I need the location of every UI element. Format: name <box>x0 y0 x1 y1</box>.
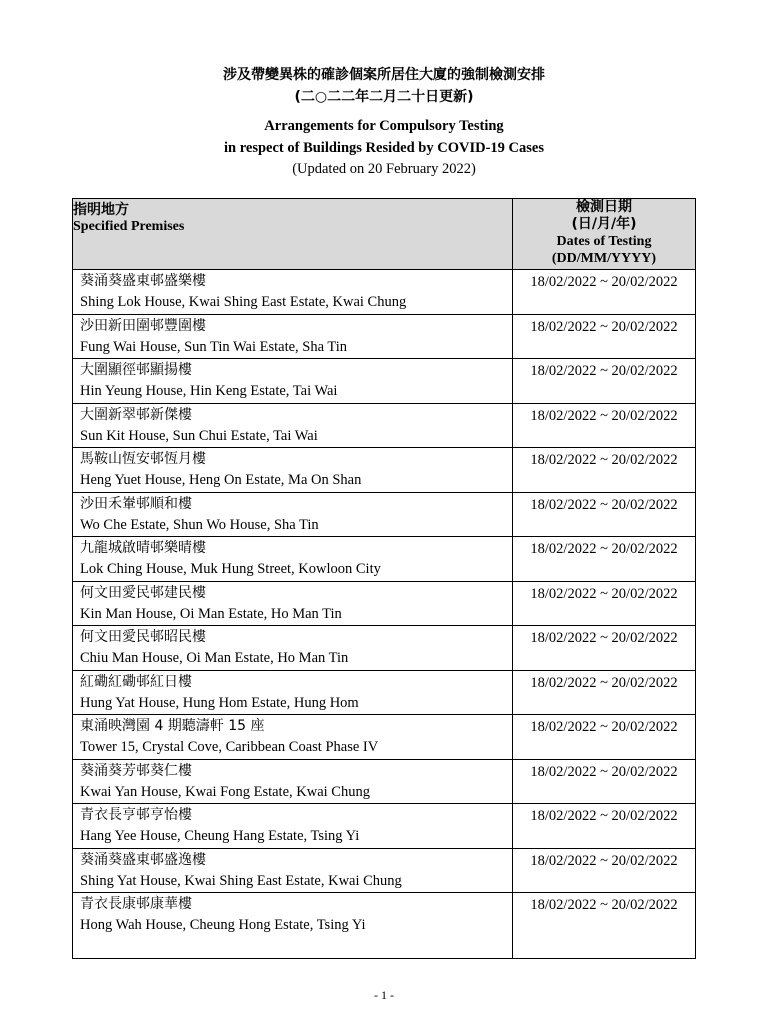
table-row <box>73 537 696 582</box>
table-row <box>73 715 696 760</box>
premises-name-en: Sun Kit House, Sun Chui Estate, Tai Wai <box>80 427 318 444</box>
premises-cell <box>73 492 513 537</box>
header-dates-en: Dates of Testing <box>556 234 652 249</box>
testing-dates-cell <box>513 581 696 626</box>
premises-name-en: Wo Che Estate, Shun Wo House, Sha Tin <box>80 516 319 533</box>
premises-name-zh: 九龍城啟晴邨樂晴樓 <box>80 540 206 556</box>
table-row <box>73 448 696 493</box>
testing-dates: 18/02/2022 ~ 20/02/2022 <box>530 585 678 602</box>
testing-dates-cell <box>513 848 696 893</box>
testing-dates: 18/02/2022 ~ 20/02/2022 <box>530 630 678 646</box>
testing-dates-cell <box>513 403 696 448</box>
header-dates-zh: 檢測日期 <box>576 199 632 215</box>
premises-name-zh: 沙田禾輋邨順和樓 <box>80 495 192 512</box>
premises-name-zh: 青衣長亨邨亨怡樓 <box>80 807 192 823</box>
table-row <box>73 893 696 959</box>
testing-dates: 18/02/2022 ~ 20/02/2022 <box>530 452 678 468</box>
testing-dates-cell <box>513 626 696 671</box>
premises-name-en: Shing Yat House, Kwai Shing East Estate, Kwai Chung <box>80 872 402 889</box>
premises-cell <box>73 893 513 959</box>
premises-name-zh: 馬鞍山恆安邨恆月樓 <box>80 451 206 467</box>
premises-name-en: Kwai Yan House, Kwai Fong Estate, Kwai Chung <box>80 783 370 800</box>
table-header-row <box>73 199 696 270</box>
testing-dates-cell <box>513 759 696 804</box>
table-row <box>73 581 696 626</box>
table-row <box>73 759 696 804</box>
premises-cell <box>73 537 513 582</box>
premises-name-zh: 何文田愛民邨建民樓 <box>80 584 206 601</box>
premises-name-zh: 青衣長康邨康華樓 <box>80 896 192 912</box>
testing-dates-cell <box>513 670 696 715</box>
premises-name-zh: 何文田愛民邨昭民樓 <box>80 629 206 645</box>
premises-cell <box>73 314 513 359</box>
testing-dates-cell <box>513 492 696 537</box>
table-row <box>73 492 696 537</box>
premises-name-en: Hang Yee House, Cheung Hang Estate, Tsing Yi <box>80 828 360 844</box>
table-row <box>73 359 696 404</box>
premises-name-zh: 葵涌葵盛東邨盛逸樓 <box>80 851 206 868</box>
premises-cell <box>73 804 513 849</box>
premises-cell <box>73 359 513 404</box>
header-dates-zh-format: (日/月/年) <box>571 216 637 232</box>
testing-dates: 18/02/2022 ~ 20/02/2022 <box>530 496 678 513</box>
premises-name-en: Fung Wai House, Sun Tin Wai Estate, Sha Tin <box>80 338 348 355</box>
testing-dates: 18/02/2022 ~ 20/02/2022 <box>530 763 678 780</box>
table-row <box>73 270 696 315</box>
testing-dates: 18/02/2022 ~ 20/02/2022 <box>530 808 678 824</box>
testing-dates: 18/02/2022 ~ 20/02/2022 <box>530 719 678 735</box>
testing-dates-cell <box>513 270 696 315</box>
testing-dates-cell <box>513 804 696 849</box>
premises-name-en: Heng Yuet House, Heng On Estate, Ma On Shan <box>80 472 362 488</box>
header-dates <box>513 199 696 270</box>
testing-dates-cell <box>513 715 696 760</box>
title-english-line2: in respect of Buildings Resided by COVID-19 Cases <box>224 140 544 156</box>
title-english-line1: Arrangements for Compulsory Testing <box>264 118 504 134</box>
table-row <box>73 314 696 359</box>
testing-dates: 18/02/2022 ~ 20/02/2022 <box>530 274 678 290</box>
table-row <box>73 804 696 849</box>
premises-name-zh: 大圍顯徑邨顯揚樓 <box>80 362 192 378</box>
premises-cell <box>73 759 513 804</box>
premises-name-zh: 沙田新田圍邨豐圍樓 <box>80 317 206 334</box>
title-chinese: 涉及帶變異株的確診個案所居住大廈的強制檢測安排 <box>223 67 545 83</box>
premises-name-en: Kin Man House, Oi Man Estate, Ho Man Tin <box>80 605 342 622</box>
table-row <box>73 403 696 448</box>
testing-dates-cell <box>513 314 696 359</box>
premises-name-en: Hung Yat House, Hung Hom Estate, Hung Hom <box>80 694 359 711</box>
testing-dates: 18/02/2022 ~ 20/02/2022 <box>530 541 678 557</box>
premises-cell <box>73 448 513 493</box>
premises-cell <box>73 270 513 315</box>
premises-cell <box>73 848 513 893</box>
header-dates-format: (DD/MM/YYYY) <box>551 251 657 266</box>
premises-name-zh: 葵涌葵芳邨葵仁樓 <box>80 762 192 779</box>
table-row <box>73 848 696 893</box>
premises-name-zh: 葵涌葵盛東邨盛樂樓 <box>80 273 206 289</box>
testing-schedule-table <box>72 198 696 959</box>
updated-date-english: (Updated on 20 February 2022) <box>292 161 476 177</box>
table-row <box>73 670 696 715</box>
table-row <box>73 626 696 671</box>
updated-date-chinese: (二○二二年二月二十日更新) <box>294 89 474 105</box>
header-premises-en: Specified Premises <box>73 219 185 234</box>
premises-cell <box>73 670 513 715</box>
testing-dates-cell <box>513 359 696 404</box>
premises-cell <box>73 581 513 626</box>
testing-dates-cell <box>513 893 696 959</box>
testing-dates: 18/02/2022 ~ 20/02/2022 <box>530 407 678 424</box>
premises-name-en: Chiu Man House, Oi Man Estate, Ho Man Tin <box>80 650 349 666</box>
testing-dates: 18/02/2022 ~ 20/02/2022 <box>530 852 678 869</box>
testing-dates-cell <box>513 448 696 493</box>
premises-cell <box>73 715 513 760</box>
premises-name-en: Lok Ching House, Muk Hung Street, Kowloon City <box>80 561 381 577</box>
premises-name-en: Hin Yeung House, Hin Keng Estate, Tai Wai <box>80 383 338 399</box>
testing-dates: 18/02/2022 ~ 20/02/2022 <box>530 897 678 913</box>
testing-dates-cell <box>513 537 696 582</box>
premises-cell <box>73 626 513 671</box>
page-number: - 1 - <box>374 988 394 1002</box>
premises-name-zh: 東涌映灣園 4 期聽濤軒 15 座 <box>80 718 265 734</box>
testing-dates: 18/02/2022 ~ 20/02/2022 <box>530 363 678 379</box>
premises-name-en: Tower 15, Crystal Cove, Caribbean Coast Phase IV <box>80 739 379 755</box>
header-premises <box>73 199 513 270</box>
premises-name-zh: 紅磡紅磡邨紅日樓 <box>80 673 192 690</box>
testing-dates: 18/02/2022 ~ 20/02/2022 <box>530 674 678 691</box>
premises-name-zh: 大圍新翠邨新傑樓 <box>80 406 192 423</box>
premises-name-en: Hong Wah House, Cheung Hong Estate, Tsing Yi <box>80 917 366 933</box>
premises-cell <box>73 403 513 448</box>
premises-name-en: Shing Lok House, Kwai Shing East Estate, Kwai Chung <box>80 294 407 310</box>
testing-dates: 18/02/2022 ~ 20/02/2022 <box>530 318 678 335</box>
header-premises-zh: 指明地方 <box>73 202 129 218</box>
